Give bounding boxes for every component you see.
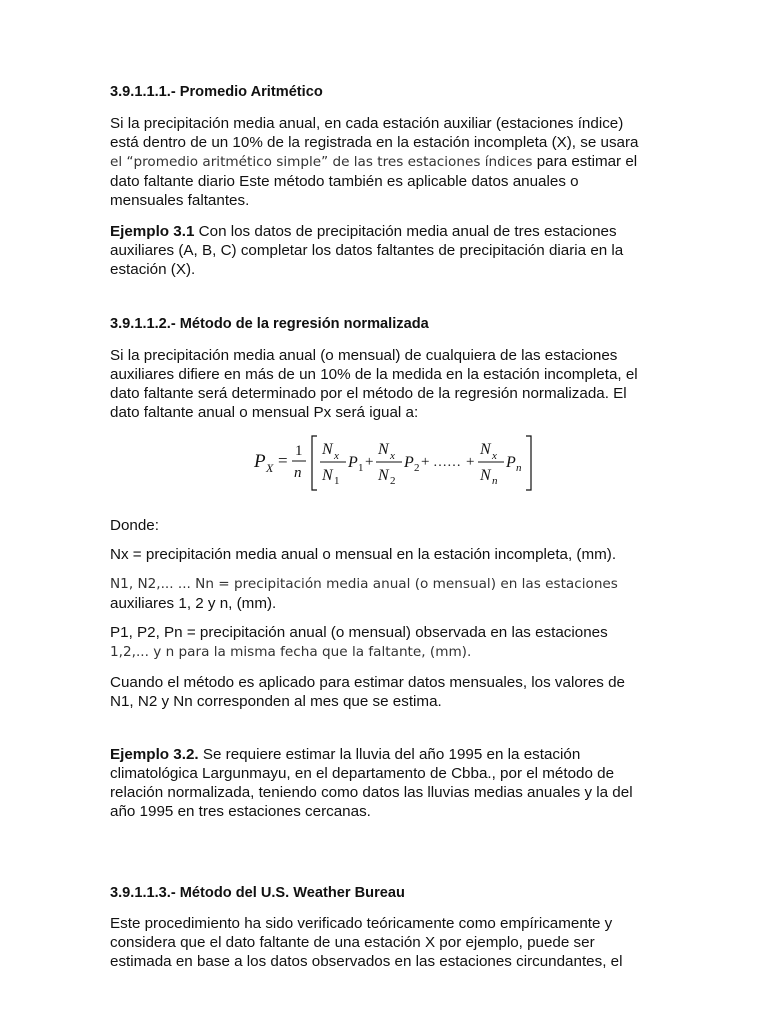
formula-term2-num-sub: x: [390, 450, 395, 462]
definition-n: [110, 574, 650, 613]
paragraph-promedio-text-b: el “promedio aritmético simple” de las tres estaciones índices: [110, 154, 533, 170]
formula-plus-2: +: [421, 454, 430, 470]
formula-plus-3: +: [466, 454, 475, 470]
donde-label: Donde:: [110, 517, 159, 534]
document-body: [110, 82, 650, 971]
formula-regresion-normalizada: [110, 434, 650, 494]
definition-p: [110, 623, 650, 662]
formula-term2-num: N: [378, 441, 389, 458]
paragraph-regresion: Si la precipitación media anual (o mensual) de cualquiera de las estaciones auxiliares difiere en más de un 10% de la medida en la estación incompleta, el dato faltante será determinado por el método de la regresión normalizada. El dato faltante anual o mensual Px será igual a:: [110, 347, 638, 421]
formula-termn-den: N: [480, 467, 491, 484]
formula-term1-p-sub: 1: [358, 462, 364, 474]
paragraph-promedio-text-a: Si la precipitación media anual, en cada estación auxiliar (estaciones índice) está dentro de un 10% de la registrada en la estación incompleta (X), se usara: [110, 115, 639, 151]
formula-left-bracket: [312, 436, 317, 490]
formula-graphic: [250, 434, 550, 494]
definition-n-line1: N1, N2,... ... Nn = precipitación media anual (o mensual) en las estaciones: [110, 576, 618, 592]
example-3-2: [110, 745, 650, 821]
formula-one: 1: [295, 443, 303, 459]
formula-right-bracket: [526, 436, 531, 490]
definition-p-line2: 1,2,... y n para la misma fecha que la faltante, (mm).: [110, 644, 472, 660]
definition-p-line1: P1, P2, Pn = precipitación anual (o mensual) observada en las estaciones: [110, 624, 608, 641]
formula-lhs-sub: X: [266, 461, 274, 475]
formula-term1-num: N: [322, 441, 333, 458]
formula-term1-p: P: [348, 454, 358, 471]
example-3-1-text: Con los datos de precipitación media anual de tres estaciones auxiliares (A, B, C) completar los datos faltantes de precipitación diaria en la estación (X).: [110, 223, 624, 278]
formula-dots: ……: [433, 455, 461, 470]
example-3-1: [110, 222, 650, 279]
paragraph-promedio: [110, 114, 650, 210]
formula-term2-p-sub: 2: [414, 462, 420, 474]
formula-lhs: P: [254, 451, 266, 472]
formula-termn-num-sub: x: [492, 450, 497, 462]
formula-n: n: [294, 465, 302, 481]
example-3-1-label: Ejemplo 3.1: [110, 223, 195, 240]
formula-termn-p-sub: n: [516, 462, 522, 474]
example-3-2-label: Ejemplo 3.2.: [110, 746, 199, 763]
example-3-2-text: Se requiere estimar la lluvia del año 1995 en la estación climatológica Largunmayu, en el departamento de Cbba., por el método de relación normalizada, teniendo como datos las lluvias medias anuales y la del año 1995 en tres estaciones cercanas.: [110, 746, 633, 820]
section-title-promedio-aritmetico: 3.9.1.1.1.- Promedio Aritmético: [110, 84, 323, 100]
section-title-us-weather-bureau: 3.9.1.1.3.- Método del U.S. Weather Bureau: [110, 885, 405, 901]
formula-termn-den-sub: n: [492, 475, 498, 487]
formula-equals: =: [278, 451, 288, 470]
formula-term2-p: P: [404, 454, 414, 471]
paragraph-promedio-text-c: para estimar el dato faltante diario Este método también es aplicable datos anuales o mensuales faltantes.: [110, 153, 638, 209]
formula-term2-den: N: [378, 467, 389, 484]
formula-termn-p: P: [506, 454, 516, 471]
formula-term2-den-sub: 2: [390, 475, 396, 487]
definition-n-line2: auxiliares 1, 2 y n, (mm).: [110, 595, 277, 612]
paragraph-us-weather-bureau: Este procedimiento ha sido verificado teóricamente como empíricamente y considera que el dato faltante de una estación X por ejemplo, puede ser estimada en base a los datos observados en las estaciones circundantes, el: [110, 915, 623, 970]
formula-term1-den-sub: 1: [334, 475, 340, 487]
formula-term1-num-sub: x: [334, 450, 339, 462]
definition-nx: Nx = precipitación media anual o mensual en la estación incompleta, (mm).: [110, 546, 617, 563]
section-title-regresion-normalizada: 3.9.1.1.2.- Método de la regresión normalizada: [110, 316, 429, 332]
paragraph-mensuales-note: Cuando el método es aplicado para estimar datos mensuales, los valores de N1, N2 y Nn corresponden al mes que se estima.: [110, 674, 625, 710]
formula-plus-1: +: [365, 454, 374, 470]
formula-term1-den: N: [322, 467, 333, 484]
formula-termn-num: N: [480, 441, 491, 458]
